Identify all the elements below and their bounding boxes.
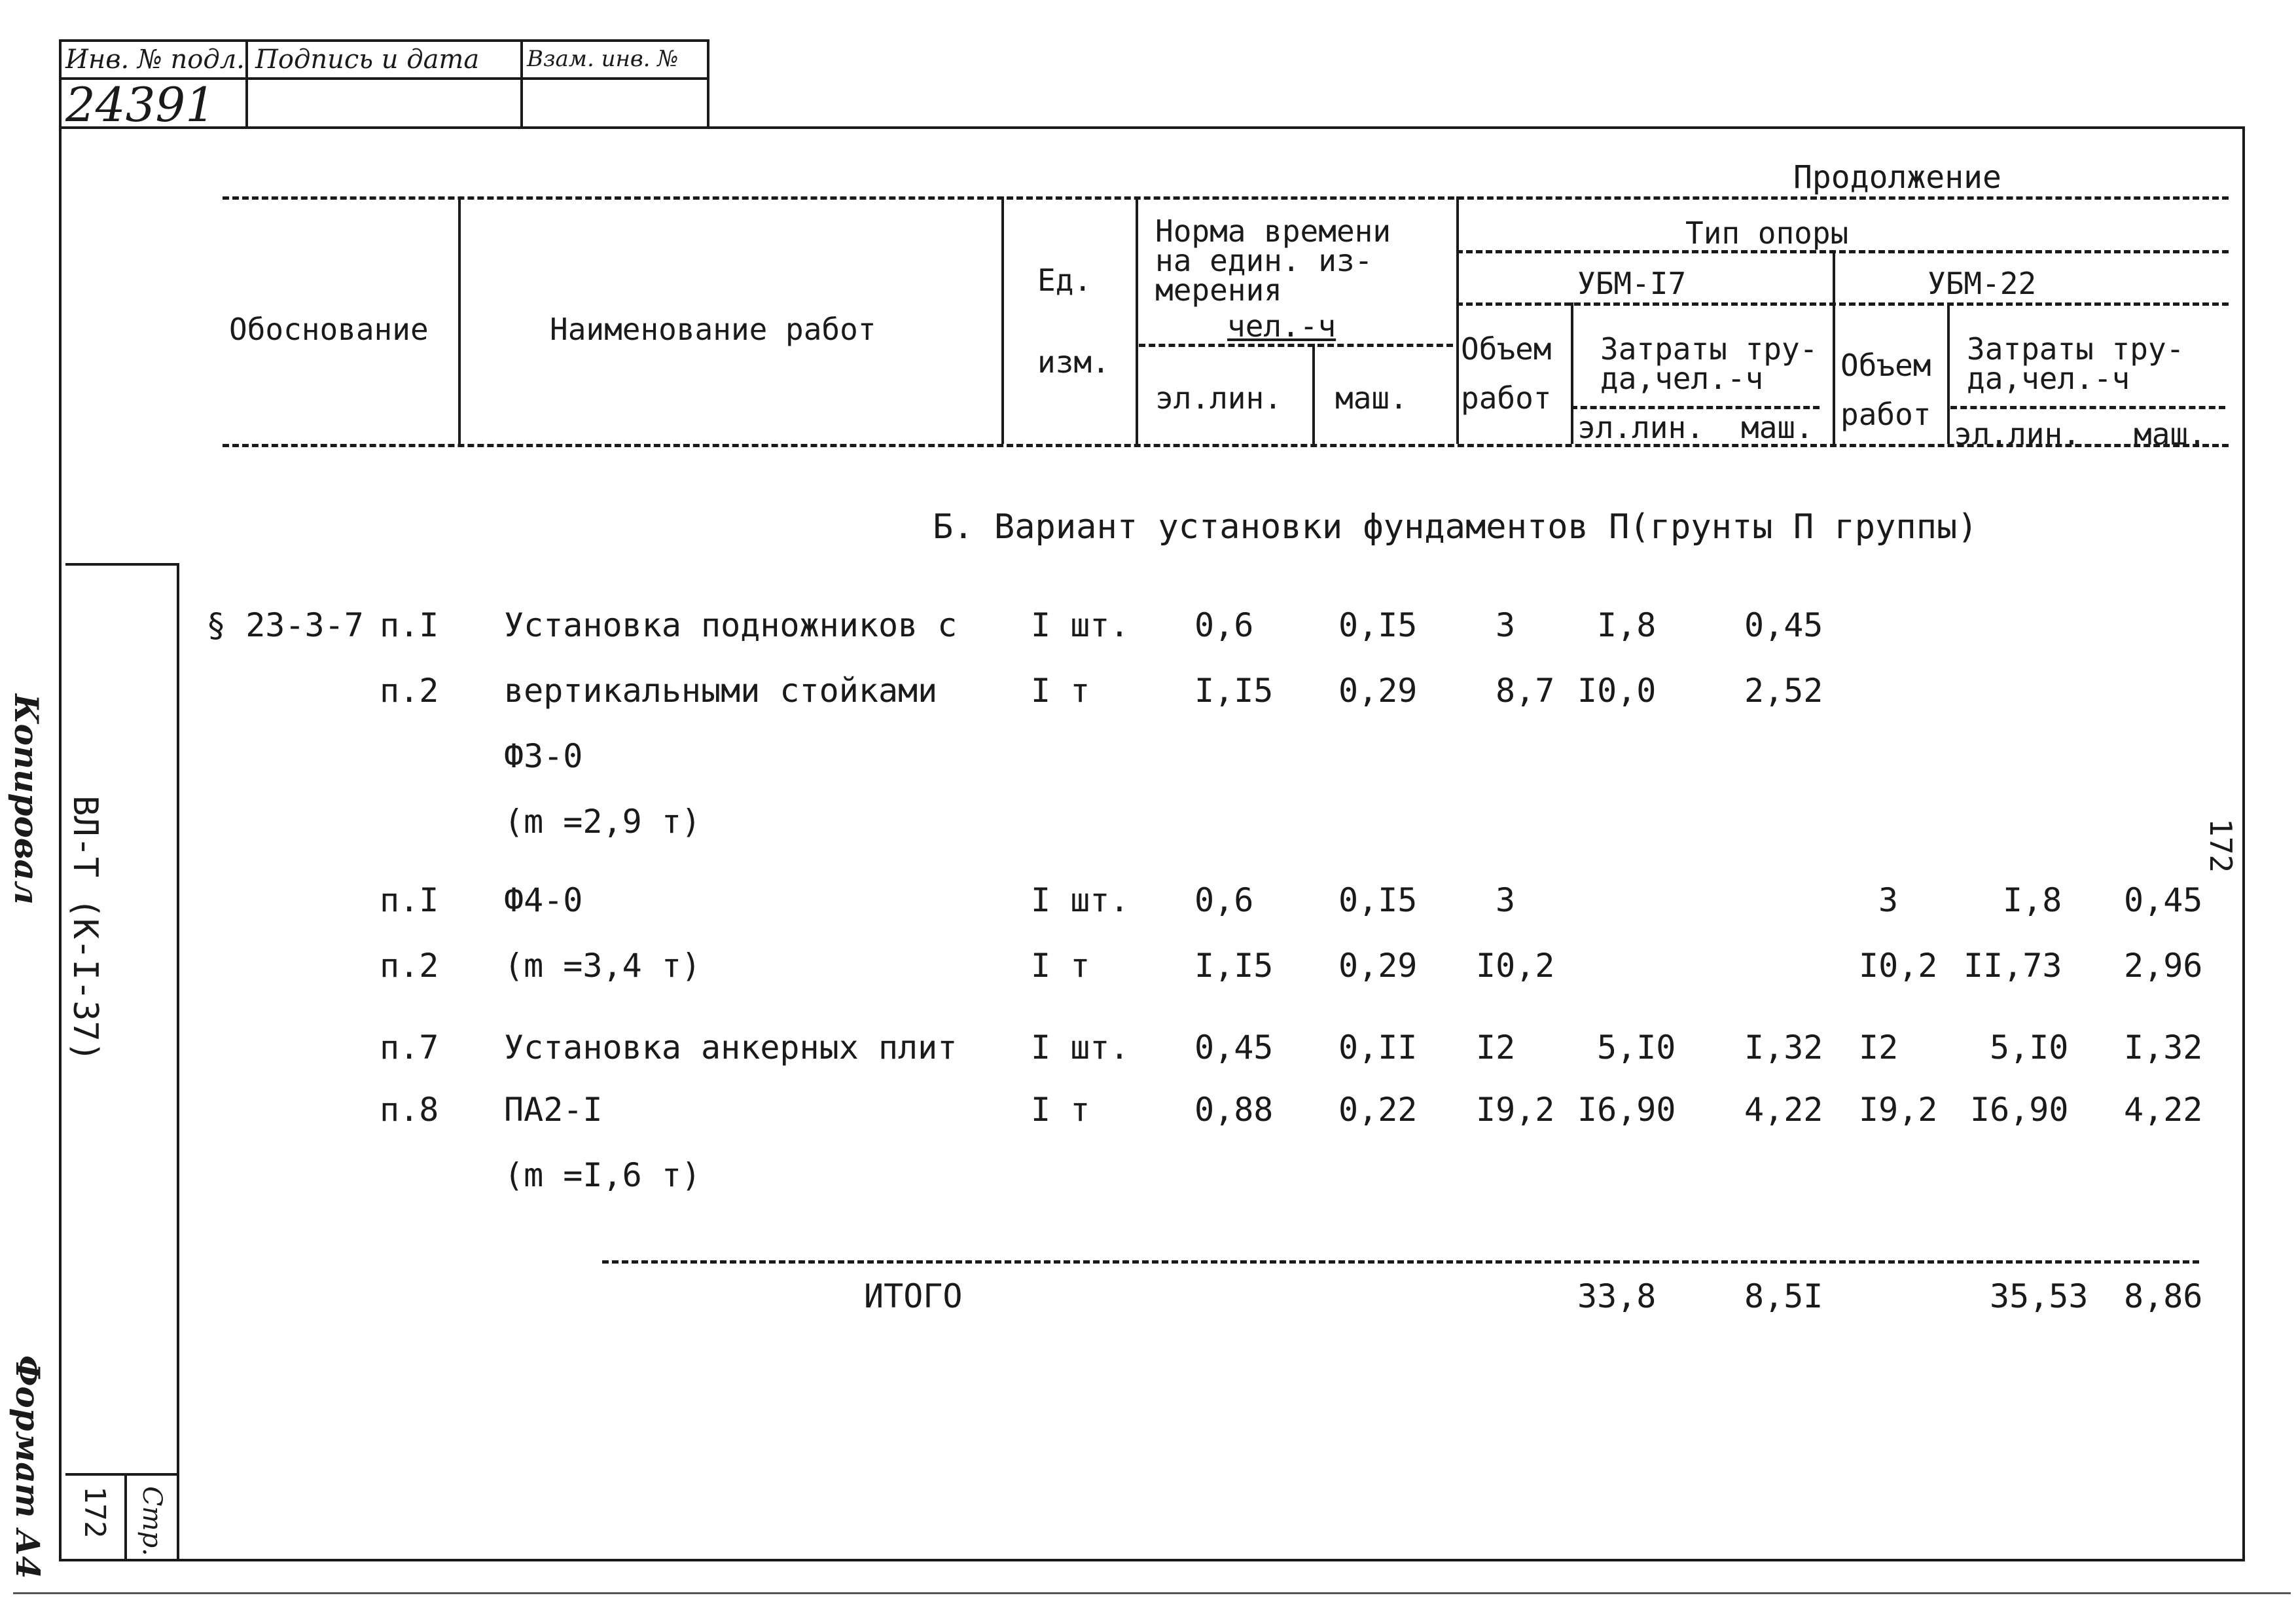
cell-name: (m =3,4 т) — [504, 947, 702, 985]
cell-m17: 2,52 — [1744, 672, 1823, 710]
page-label: Стр. — [137, 1486, 167, 1556]
total-m22: 8,86 — [2124, 1277, 2203, 1315]
cell-item: п.I — [380, 881, 439, 919]
cell-v22: I0,2 — [1859, 947, 1938, 985]
cell-name: Ф3-0 — [504, 737, 583, 775]
cell-unit: I т — [1031, 1091, 1090, 1129]
cell-name: ПА2-I — [504, 1091, 603, 1129]
cell-v17: I0,2 — [1476, 947, 1555, 985]
cell-basis: § 23-3-7 — [206, 606, 364, 644]
obem22-2: работ — [1840, 397, 1931, 432]
cell-m17: 4,22 — [1744, 1091, 1823, 1129]
cell-norm-el: 0,88 — [1194, 1091, 1274, 1129]
cell-name: Установка анкерных плит — [504, 1029, 958, 1067]
cell-m22: 2,96 — [2124, 947, 2203, 985]
zatr22-1: Затраты тру- — [1967, 331, 2185, 367]
cell-el22: II,73 — [1964, 947, 2062, 985]
cell-unit: I шт. — [1031, 1029, 1130, 1067]
cell-item: п.2 — [380, 672, 439, 710]
cell-name: Ф4-0 — [504, 881, 583, 919]
page-number: 172 — [78, 1486, 111, 1539]
cell-v17: I9,2 — [1476, 1091, 1555, 1129]
cell-name: Установка подножников с — [504, 606, 958, 644]
cell-el17: 5,I0 — [1597, 1029, 1676, 1067]
cell-v22: I2 — [1859, 1029, 1899, 1067]
el17-h: эл.лин. — [1577, 410, 1704, 445]
cell-unit: I т — [1031, 947, 1090, 985]
continuation-label: Продолжение — [1793, 159, 2001, 196]
el22-h: эл.лин. — [1954, 416, 2081, 452]
ubm17: УБМ-I7 — [1577, 266, 1687, 301]
col-norm-2: на един. из- — [1155, 243, 1373, 278]
cell-el22: I6,90 — [1970, 1091, 2069, 1129]
cell-m17: I,32 — [1744, 1029, 1823, 1067]
cell-norm-mash: 0,29 — [1338, 672, 1418, 710]
col-norm-4: чел.-ч — [1227, 308, 1336, 344]
zatr17-2: да,чел.-ч — [1600, 361, 1764, 396]
cell-norm-mash: 0,I5 — [1338, 881, 1418, 919]
cell-item: п.2 — [380, 947, 439, 985]
stamp-podpis-label: Подпись и дата — [255, 45, 480, 75]
cell-norm-mash: 0,29 — [1338, 947, 1418, 985]
cell-unit: I шт. — [1031, 606, 1130, 644]
stamp-inv-podl-label: Инв. № подл. — [65, 45, 245, 75]
col-norm-el: эл.лин. — [1155, 380, 1282, 416]
cell-norm-el: I,I5 — [1194, 947, 1274, 985]
cell-norm-el: 0,6 — [1194, 606, 1254, 644]
cell-m22: 0,45 — [2124, 881, 2203, 919]
cell-name: (m =I,6 т) — [504, 1156, 702, 1194]
obem22-1: Объем — [1840, 348, 1931, 383]
total-el17: 33,8 — [1577, 1277, 1657, 1315]
obem17-1: Объем — [1461, 331, 1552, 367]
ubm22: УБМ-22 — [1928, 266, 2037, 301]
cell-v17: 3 — [1496, 881, 1516, 919]
col-norm-3: мерения — [1155, 272, 1282, 308]
right-page-mark: 172 — [2203, 818, 2238, 873]
cell-el17: I,8 — [1597, 606, 1657, 644]
format-label: Формат А4 — [9, 1355, 47, 1579]
cell-item: п.I — [380, 606, 439, 644]
cell-m22: 4,22 — [2124, 1091, 2203, 1129]
cell-el22: I,8 — [2003, 881, 2062, 919]
cell-norm-mash: 0,II — [1338, 1029, 1418, 1067]
cell-norm-el: 0,6 — [1194, 881, 1254, 919]
zatr17-1: Затраты тру- — [1600, 331, 1818, 367]
cell-item: п.8 — [380, 1091, 439, 1129]
col-norm-1: Норма времени — [1155, 213, 1391, 249]
cell-norm-mash: 0,I5 — [1338, 606, 1418, 644]
mash17-h: маш. — [1741, 410, 1814, 445]
zatr22-2: да,чел.-ч — [1967, 361, 2130, 396]
copied-label: Копировал — [7, 694, 46, 905]
cell-item: п.7 — [380, 1029, 439, 1067]
total-m17: 8,5I — [1744, 1277, 1823, 1315]
col-name: Наименование работ — [550, 312, 876, 347]
doc-code: ВЛ-Т (К-I-37) — [65, 795, 105, 1062]
mash22-h: маш. — [2134, 416, 2206, 452]
cell-norm-mash: 0,22 — [1338, 1091, 1418, 1129]
cell-v17: 8,7 — [1496, 672, 1555, 710]
cell-v22: 3 — [1878, 881, 1899, 919]
cell-v17: I2 — [1476, 1029, 1516, 1067]
stamp-inv-number: 24391 — [65, 77, 216, 132]
cell-el22: 5,I0 — [1990, 1029, 2069, 1067]
tip-opory: Тип опоры — [1685, 215, 1849, 251]
cell-v17: 3 — [1496, 606, 1516, 644]
section-title: Б. Вариант установки фундаментов П(грунты П группы) — [933, 507, 1978, 547]
col-unit-2: изм. — [1037, 344, 1110, 380]
obem17-2: работ — [1461, 380, 1552, 416]
cell-unit: I шт. — [1031, 881, 1130, 919]
col-unit-1: Ед. — [1037, 263, 1092, 298]
cell-v22: I9,2 — [1859, 1091, 1938, 1129]
total-el22: 35,53 — [1990, 1277, 2089, 1315]
col-basis: Обоснование — [229, 312, 429, 347]
cell-m17: 0,45 — [1744, 606, 1823, 644]
cell-el17: I0,0 — [1577, 672, 1657, 710]
cell-norm-el: 0,45 — [1194, 1029, 1274, 1067]
cell-name: (m =2,9 т) — [504, 803, 702, 841]
cell-norm-el: I,I5 — [1194, 672, 1274, 710]
cell-name: вертикальными стойками — [504, 672, 938, 710]
col-norm-mash: маш. — [1335, 380, 1408, 416]
total-label: ИТОГО — [864, 1277, 963, 1315]
cell-unit: I т — [1031, 672, 1090, 710]
cell-m22: I,32 — [2124, 1029, 2203, 1067]
cell-el17: I6,90 — [1577, 1091, 1676, 1129]
stamp-vzam-label: Взам. инв. № — [527, 46, 679, 72]
